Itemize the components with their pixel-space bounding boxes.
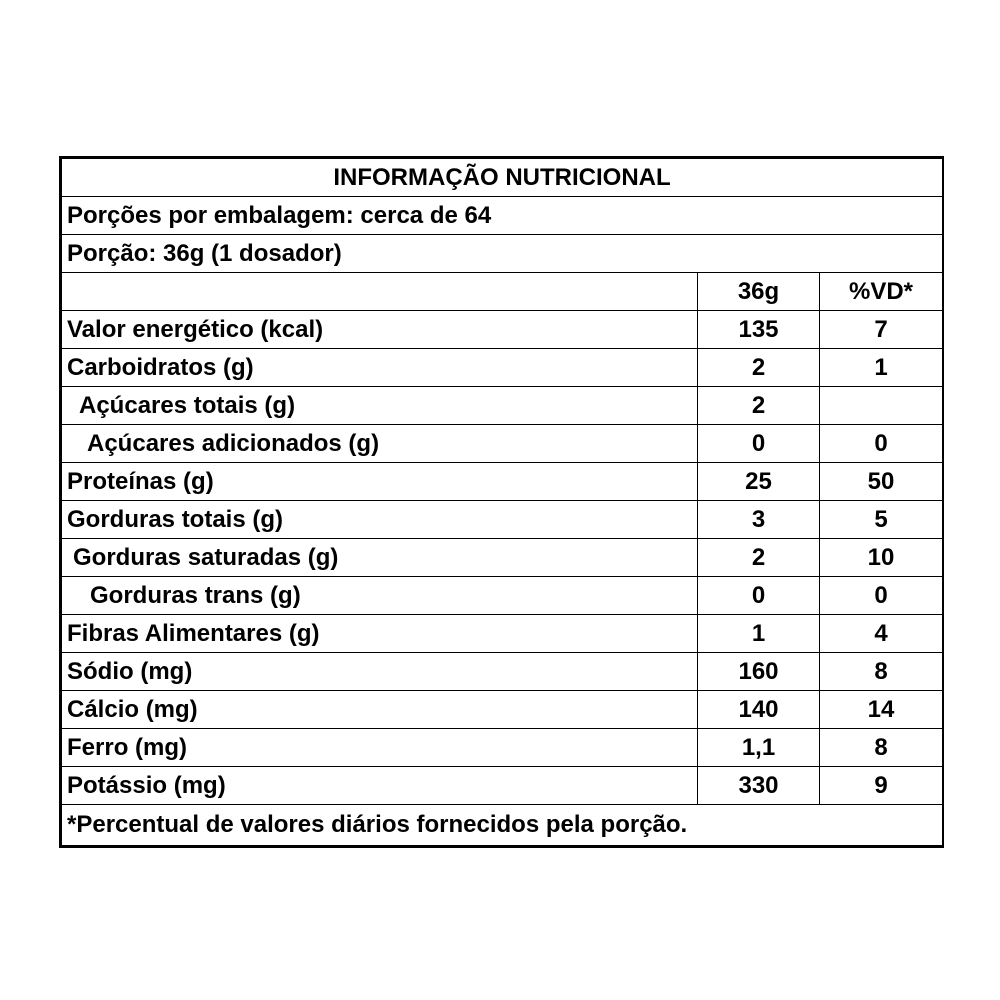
header-dv: %VD* — [820, 273, 943, 311]
nutrient-label: Açúcares adicionados (g) — [62, 425, 698, 463]
nutrient-label: Gorduras saturadas (g) — [62, 539, 698, 577]
nutrient-amount: 2 — [698, 539, 820, 577]
nutrient-amount: 3 — [698, 501, 820, 539]
nutrient-dv: 4 — [820, 615, 943, 653]
table-row — [62, 729, 943, 767]
serving-size-row — [62, 235, 943, 273]
nutrient-dv — [820, 387, 943, 425]
nutrient-amount: 135 — [698, 311, 820, 349]
nutrient-amount: 1 — [698, 615, 820, 653]
nutrient-dv: 10 — [820, 539, 943, 577]
nutrient-label: Açúcares totais (g) — [62, 387, 698, 425]
nutrient-amount: 2 — [698, 387, 820, 425]
nutrient-amount: 0 — [698, 577, 820, 615]
table-row — [62, 577, 943, 615]
nutrient-dv: 5 — [820, 501, 943, 539]
nutrient-dv: 14 — [820, 691, 943, 729]
nutrition-facts-table — [59, 156, 944, 848]
nutrient-label: Gorduras trans (g) — [62, 577, 698, 615]
table-row — [62, 463, 943, 501]
nutrient-label: Carboidratos (g) — [62, 349, 698, 387]
footnote-row — [62, 805, 943, 846]
table-row — [62, 653, 943, 691]
servings-per-package: Porções por embalagem: cerca de 64 — [62, 197, 943, 235]
nutrient-dv: 7 — [820, 311, 943, 349]
nutrient-amount: 140 — [698, 691, 820, 729]
nutrient-label: Proteínas (g) — [62, 463, 698, 501]
title-row — [62, 159, 943, 197]
table-row — [62, 539, 943, 577]
nutrient-label: Sódio (mg) — [62, 653, 698, 691]
nutrient-label: Fibras Alimentares (g) — [62, 615, 698, 653]
table-row — [62, 425, 943, 463]
servings-row — [62, 197, 943, 235]
table-row — [62, 767, 943, 805]
nutrient-amount: 25 — [698, 463, 820, 501]
nutrient-dv: 0 — [820, 425, 943, 463]
table-row — [62, 615, 943, 653]
nutrient-dv: 1 — [820, 349, 943, 387]
nutrient-label: Cálcio (mg) — [62, 691, 698, 729]
table-row — [62, 691, 943, 729]
nutrient-dv: 8 — [820, 729, 943, 767]
nutrition-table — [61, 158, 943, 846]
nutrient-dv: 9 — [820, 767, 943, 805]
table-title: INFORMAÇÃO NUTRICIONAL — [62, 159, 943, 197]
nutrient-label: Valor energético (kcal) — [62, 311, 698, 349]
serving-size: Porção: 36g (1 dosador) — [62, 235, 943, 273]
nutrient-dv: 0 — [820, 577, 943, 615]
table-row — [62, 387, 943, 425]
nutrient-dv: 50 — [820, 463, 943, 501]
header-amount: 36g — [698, 273, 820, 311]
nutrient-label: Ferro (mg) — [62, 729, 698, 767]
table-row — [62, 311, 943, 349]
column-header-row — [62, 273, 943, 311]
nutrient-label: Potássio (mg) — [62, 767, 698, 805]
nutrient-amount: 2 — [698, 349, 820, 387]
nutrient-amount: 1,1 — [698, 729, 820, 767]
nutrient-amount: 0 — [698, 425, 820, 463]
nutrient-label: Gorduras totais (g) — [62, 501, 698, 539]
table-row — [62, 349, 943, 387]
header-blank-cell — [62, 273, 698, 311]
nutrient-dv: 8 — [820, 653, 943, 691]
nutrient-amount: 160 — [698, 653, 820, 691]
table-row — [62, 501, 943, 539]
nutrient-amount: 330 — [698, 767, 820, 805]
footnote: *Percentual de valores diários fornecidos pela porção. — [62, 805, 943, 846]
